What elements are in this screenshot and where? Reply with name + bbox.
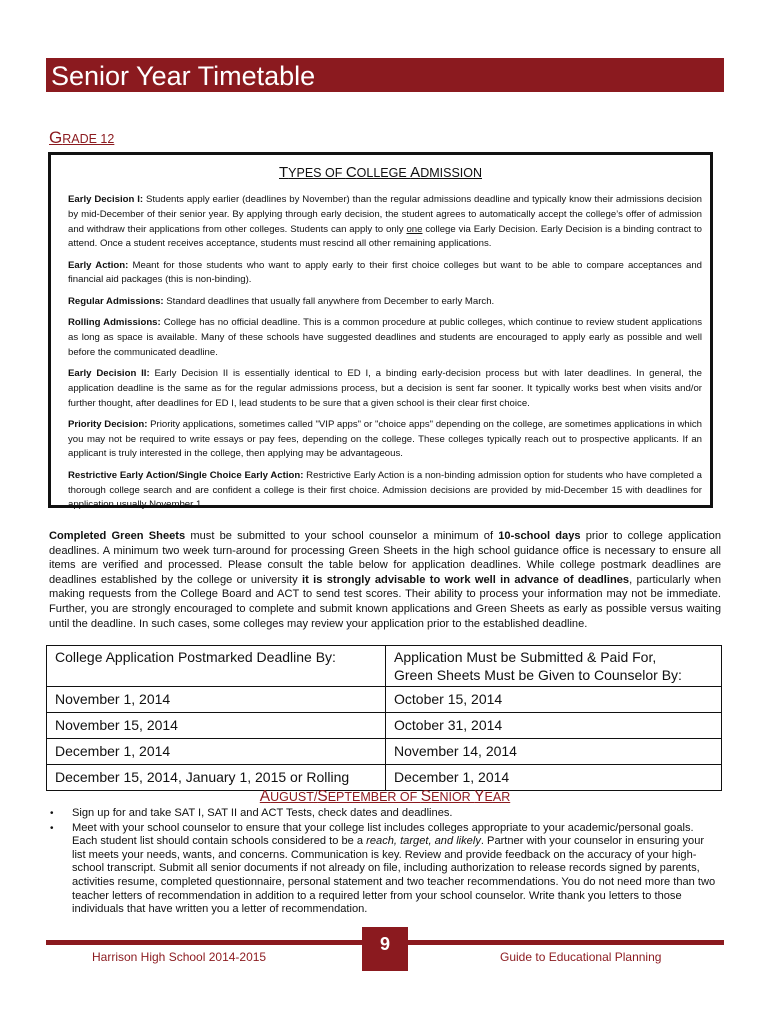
table-header-row [47,646,722,687]
table-row [47,713,722,739]
admission-types-box [48,152,713,511]
page-number: 9 [379,934,390,954]
table-header-cell: College Application Postmarked Deadline By: [47,646,386,687]
table-cell: December 1, 2014 [47,739,386,765]
admission-type-early-action: Early Action: Meant for those students who want to apply early to their first choice colleges but want to be able to compare acceptances and financial aid packages (this is non-binding). [68,259,702,286]
admission-type-regular: Regular Admissions: Standard deadlines that usually fall anywhere from December to early March. [68,295,495,307]
table-cell: November 1, 2014 [47,687,386,713]
admission-type-restrictive-early-action: Restrictive Early Action/Single Choice Early Action: Restrictive Early Action is a non-binding admission option for students who have completed a thorough college search and are confident a college is their first choice. Admission decisions are provided by mid-December 15 with deadlines for application usually November 1. [68,469,702,511]
table-cell: November 15, 2014 [47,713,386,739]
admission-type-early-decision-i: Early Decision I: Students apply earlier (deadlines by November) than the regular admissions deadline and typically know their admissions decision by mid-December of their senior year. By applying through early decision, the student agrees to automatically accept the college’s offer of admission and withdraw their applications from other colleges. Students can apply to only one college via Early Decision. Early Decision is a binding contract to attend. Once a student receives acceptance, students must rescind all other remaining applications. [68,194,702,250]
grade-heading: GRADE 12 [49,128,115,147]
admission-type-early-decision-ii: Early Decision II: Early Decision II is essentially identical to ED I, a binding early-decision process but with later deadlines. In general, the application deadline is the same as for the regular admissions process, but a decision is sent far sooner. It typically works best when visits and/or further thought, after deadlines for ED I, lead students to be sure that a given school is their clear first choice. [68,367,702,409]
admission-types-title: TYPES OF COLLEGE ADMISSION [279,164,482,181]
deadline-table [46,645,722,791]
section-heading: AUGUST/SEPTEMBER OF SENIOR YEAR [259,788,511,805]
admission-type-rolling: Rolling Admissions: College has no official deadline. This is a common procedure at public colleges, which continue to review student applications as long as space is available. Many of these schools have suggested deadlines and students are encouraged to apply early as possible and well before the communicated deadline. [68,317,702,358]
table-cell: October 31, 2014 [386,713,722,739]
footer-guide-title: Guide to Educational Planning [500,950,662,964]
table-cell: December 1, 2014 [386,765,722,791]
admission-type-priority: Priority Decision: Priority applications, sometimes called "VIP apps" or "choice apps" depending on the college, are sometimes applications in which you may not be required to write essays or pay fees, depending on the college. These colleges typically reach out to prospective applicants. If an applicant is truly interested in the college, then applying may be advantageous. [68,418,702,460]
table-cell: November 14, 2014 [386,739,722,765]
table-header-cell: Application Must be Submitted & Paid For, Green Sheets Must be Given to Counselor By: [386,646,722,687]
footer-school: Harrison High School 2014-2015 [92,950,267,964]
page-title: Senior Year Timetable [51,61,316,91]
table-row [47,739,722,765]
list-item: • Meet with your school counselor to ensure that your college list includes colleges appropriate to your academic/personal goals. Each student list should contain schools considered to be a reach, target, and likely. Partner with your counselor in ensuring your list meets your needs, wants, and concerns. Communication is key. Review and provide feedback on the accuracy of your high-school transcript. Submit all senior documents if not already on file, including authorization to release records signed by parents, activities resume, completed questionnaire, personal statement and two teacher recommendations. You do not need more than two teacher letters of recommendation in addition to a required letter from your school counselor. Write thank you letters to those individuals that have written you a letter of recommendation. [50,821,716,916]
footer-rule-right [408,940,724,945]
table-cell: October 15, 2014 [386,687,722,713]
footer-rule-left [46,940,362,945]
bullet-icon: • [50,808,54,819]
table-cell: December 15, 2014, January 1, 2015 or Rolling [47,765,386,791]
table-row [47,687,722,713]
task-list [50,807,718,918]
bullet-icon: • [50,822,54,834]
green-sheets-paragraph: Completed Green Sheets must be submitted to your school counselor a minimum of 10-school days prior to college application deadlines. A minimum two week turn-around for processing Green Sheets in the high school guidance office is necessary to ensure all items are verified and processed. Please consult the table below for application deadlines. While college postmark deadlines are deadlines established by the college or university it is strongly advisable to work well in advance of deadlines, particularly when making requests from the College Board and ACT to send test scores. Their ability to process your information may not be immediate. Further, you are strongly encouraged to complete and submit known applications and Green Sheets as early as possible versus waiting until the deadline. In such cases, some colleges may review your application prior to the established deadline. [49,530,722,630]
list-item: • Sign up for and take SAT I, SAT II and ACT Tests, check dates and deadlines. [50,807,453,819]
